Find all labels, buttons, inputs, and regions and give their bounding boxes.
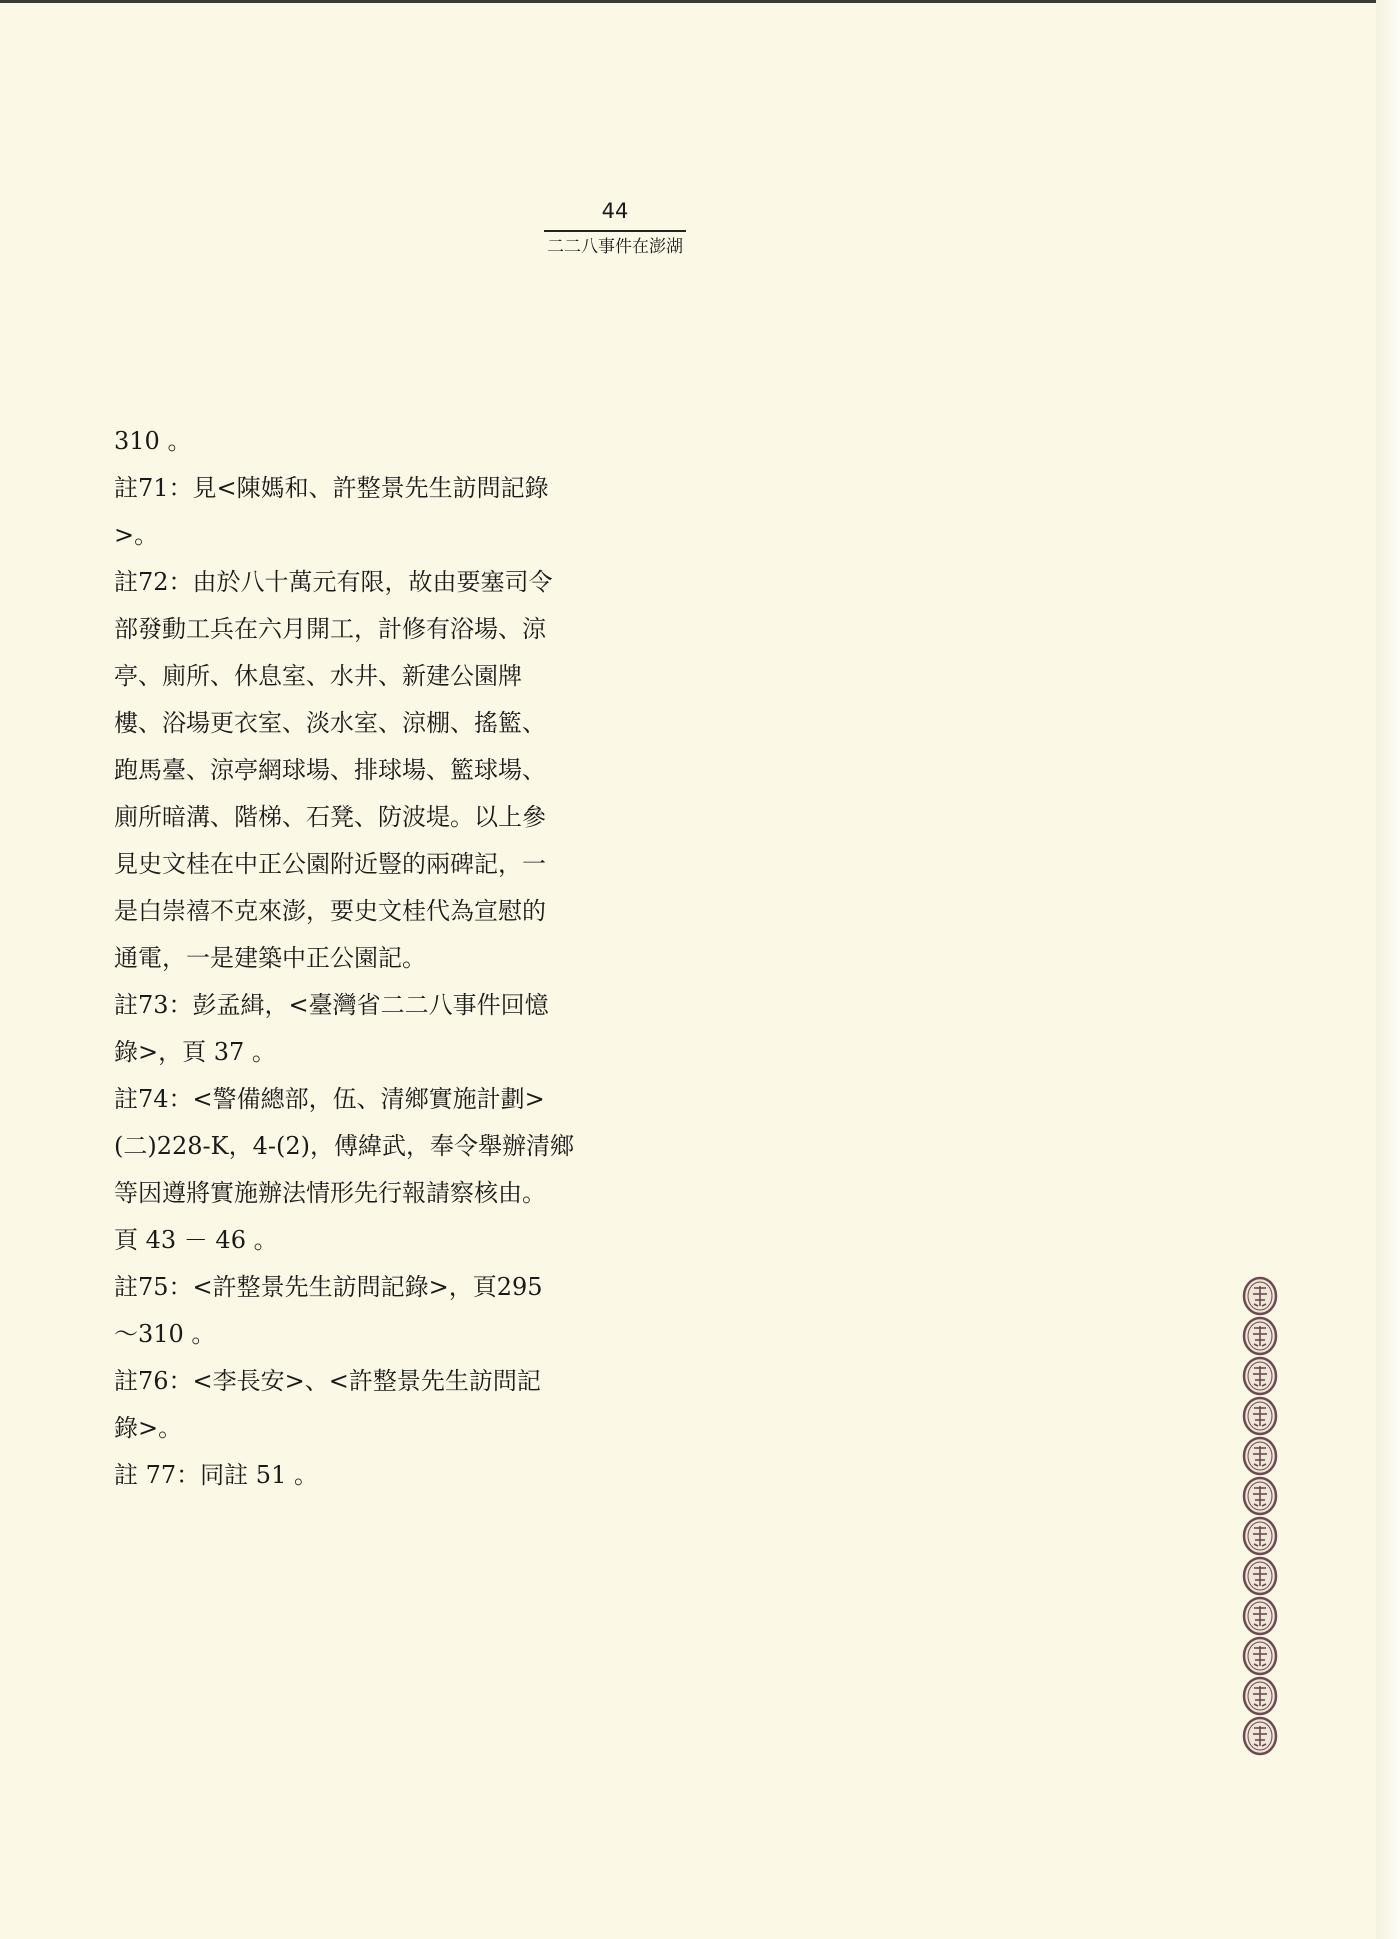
footnote-line: 跑馬臺、涼亭網球場、排球場、籃球場、 [114,756,546,784]
footnote-line: 註73：彭孟緝，<臺灣省二二八事件回憶 [114,991,549,1019]
seal-stamp-icon [1240,1476,1280,1516]
page-number: 44 [601,199,629,223]
footnote-line: 註74：<警備總部，伍、清鄉實施計劃> [114,1085,545,1113]
seal-stamp-column [1240,1276,1282,1756]
footnote-line: (二)228-K，4-(2)，傅緯武，奉令舉辦清鄉 [114,1132,574,1160]
seal-stamp-icon [1240,1316,1280,1356]
footnotes-block [114,418,584,1499]
seal-stamp-icon [1240,1596,1280,1636]
running-title: 二二八事件在澎湖 [547,237,683,257]
footnote-line: 廁所暗溝、階梯、石凳、防波堤。以上參 [114,803,546,831]
footnote-line: 註72：由於八十萬元有限，故由要塞司令 [114,568,553,596]
footnote-line: 錄>，頁 37 。 [114,1038,276,1066]
seal-stamp-icon [1240,1676,1280,1716]
page-top-edge [0,0,1380,3]
seal-stamp-icon [1240,1716,1280,1756]
page-header [540,198,690,258]
footnote-line: 註75：<許整景先生訪問記錄>，頁295 [114,1273,543,1301]
footnote-line: 註76：<李長安>、<許整景先生訪問記 [114,1367,541,1395]
footnote-line: 錄>。 [114,1414,183,1442]
footnote-line: >。 [114,521,159,549]
footnote-line: 註71：見<陳媽和、許整景先生訪問記錄 [114,474,549,502]
footnote-line: 頁 43 － 46 。 [114,1226,278,1254]
footnote-line: ～310 。 [114,1320,216,1348]
seal-stamp-icon [1240,1356,1280,1396]
footnote-line: 部發動工兵在六月開工，計修有浴場、涼 [114,615,546,643]
footnote-line: 是白崇禧不克來澎，要史文桂代為宣慰的 [114,897,546,925]
footnote-line: 註 77：同註 51 。 [114,1461,318,1489]
page-right-edge [1376,0,1400,1939]
header-rule [544,230,686,232]
footnote-line: 通電，一是建築中正公園記。 [114,944,426,972]
footnote-line: 亭、廁所、休息室、水井、新建公園牌 [114,662,522,690]
footnote-line: 見史文桂在中正公園附近豎的兩碑記，一 [114,850,546,878]
seal-stamp-icon [1240,1276,1280,1316]
seal-stamp-icon [1240,1396,1280,1436]
seal-stamp-icon [1240,1436,1280,1476]
footnote-line: 樓、浴場更衣室、淡水室、涼棚、搖籃、 [114,709,546,737]
seal-stamp-icon [1240,1556,1280,1596]
footnote-line: 等因遵將實施辦法情形先行報請察核由。 [114,1179,546,1207]
seal-stamp-icon [1240,1636,1280,1676]
seal-stamp-icon [1240,1516,1280,1556]
footnote-line: 310 。 [114,427,192,455]
